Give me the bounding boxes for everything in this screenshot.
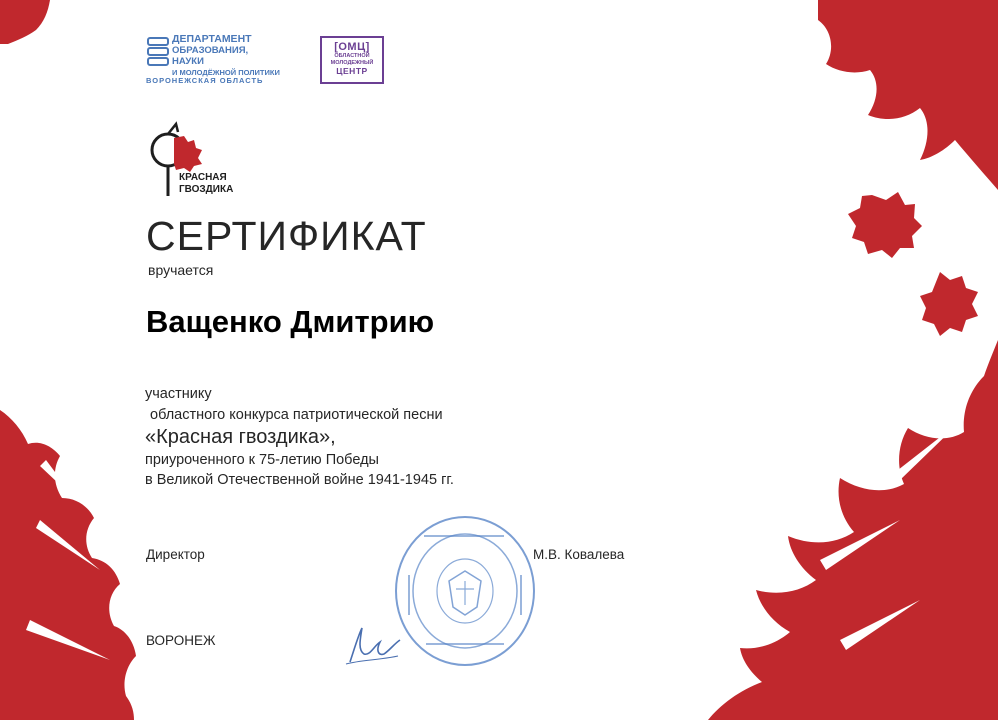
director-name: М.В. Ковалева: [533, 547, 625, 562]
department-logo: [146, 34, 281, 88]
dept-line-1: ДЕПАРТАМЕНТ: [172, 33, 252, 45]
omc-logo: [320, 36, 384, 84]
contest-logo-line-2: ГВОЗДИКА: [179, 183, 234, 195]
omc-line-3: ЦЕНТР: [336, 66, 368, 76]
city-label: ВОРОНЕЖ: [146, 633, 216, 648]
dept-line-2: ОБРАЗОВАНИЯ, НАУКИ: [172, 45, 249, 67]
body-line-1: участнику: [145, 386, 212, 402]
carnation-petal-bottom-left: [0, 410, 136, 720]
contest-logo-line-1: КРАСНАЯ: [179, 172, 227, 183]
carnation-rosette-right-small: [920, 272, 978, 336]
dept-line-3: И МОЛОДЁЖНОЙ ПОЛИТИКИ: [172, 68, 280, 77]
certificate-subtitle: вручается: [148, 262, 214, 278]
carnation-petal-top-right: [818, 0, 998, 190]
contest-logo: [148, 120, 258, 200]
dept-region: ВОРОНЕЖСКАЯ ОБЛАСТЬ: [146, 76, 264, 85]
carnation-petal-top-left: [0, 0, 50, 44]
carnation-petal-bottom-right: [708, 340, 998, 720]
omc-line-1: ОБЛАСТНОЙ: [334, 53, 370, 59]
carnation-rosette-right-upper: [848, 192, 922, 258]
recipient-name: Ващенко Дмитрию: [146, 304, 435, 339]
body-line-4: приуроченного к 75-летию Победы: [145, 452, 379, 468]
body-line-2: областного конкурса патриотической песни: [150, 407, 443, 423]
book-stack-icon: [146, 36, 170, 76]
certificate-title: СЕРТИФИКАТ: [146, 213, 427, 259]
official-stamp: [394, 515, 536, 667]
contest-name-quote: «Красная гвоздика»,: [145, 426, 336, 448]
director-signature: [340, 620, 406, 670]
omc-abbr: [ОМЦ]: [334, 41, 370, 53]
body-line-5: в Великой Отечественной войне 1941-1945 гг.: [145, 472, 454, 488]
director-label: Директор: [146, 547, 205, 562]
omc-line-2: МОЛОДЕЖНЫЙ: [330, 59, 374, 66]
